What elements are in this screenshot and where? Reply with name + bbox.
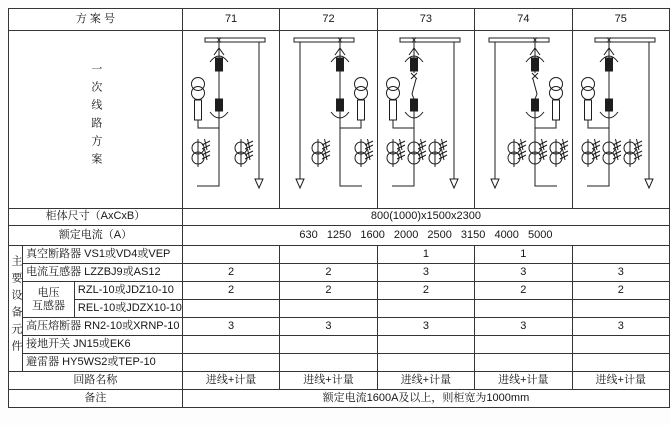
cabinet-size-value: 800(1000)x1500x2300 [182,209,669,226]
vt-label-line1: 电压 [37,286,60,299]
table-row [9,300,670,318]
table-row [9,31,670,209]
equipment-count-cell: 2 [182,264,279,282]
table-row [9,282,670,300]
scheme-number-74: 74 [475,9,572,31]
equipment-label-fuse: 高压熔断器 RN2-10或XRNP-10 [23,318,183,336]
table-row [9,209,670,226]
equipment-label-earth-switch: 接地开关 JN15或EK6 [23,336,183,354]
equipment-label-vt-type1: RZL-10或JDZ10-10 [74,282,182,300]
circuit-name-cell: 进线+计量 [182,372,279,390]
switchgear-scheme-table [8,8,670,408]
scheme-diagram-71 [182,31,279,209]
circuit-name-label: 回路名称 [9,372,183,390]
table-row [9,9,670,31]
equipment-count-cell: 3 [572,264,669,282]
primary-scheme-label: 一次线路方案 [89,63,102,172]
equipment-count-cell [182,354,279,372]
remark-label: 备注 [9,390,183,408]
equipment-count-cell: 3 [572,318,669,336]
table-row [9,336,670,354]
equipment-count-cell [377,336,474,354]
scheme-diagram-75 [572,31,669,209]
primary-scheme-label-cell [9,31,183,209]
equipment-count-cell: 3 [377,264,474,282]
equipment-count-cell: 3 [280,318,377,336]
equipment-count-cell [377,354,474,372]
scheme-diagram-73 [377,31,474,209]
equipment-count-cell: 2 [377,282,474,300]
equipment-count-cell: 2 [280,264,377,282]
equipment-count-cell [475,354,572,372]
equipment-count-cell [280,336,377,354]
main-equipment-group-label: 主要设备元件 [10,255,23,358]
table-row [9,318,670,336]
equipment-label-ct: 电流互感器 LZZBJ9或AS12 [23,264,183,282]
equipment-count-cell: 2 [182,282,279,300]
table-row [9,354,670,372]
cabinet-size-label: 柜体尺寸（AxCxB） [9,209,183,226]
equipment-count-cell [280,246,377,264]
equipment-count-cell [572,300,669,318]
equipment-count-cell: 3 [475,318,572,336]
circuit-name-cell: 进线+计量 [572,372,669,390]
equipment-count-cell: 3 [182,318,279,336]
table-row [9,372,670,390]
equipment-count-cell [182,336,279,354]
remark-value: 额定电流1600A及以上，则柜宽为1000mm [182,390,669,408]
scheme-number-73: 73 [377,9,474,31]
vt-label-line2: 互感器 [32,299,66,312]
equipment-label-breaker: 真空断路器 VS1或VD4或VEP [23,246,183,264]
scheme-number-71: 71 [182,9,279,31]
equipment-count-cell [182,246,279,264]
equipment-count-cell [475,336,572,354]
equipment-count-cell [572,246,669,264]
equipment-count-cell [280,300,377,318]
equipment-label-vt-cell [23,282,75,318]
equipment-count-cell [572,336,669,354]
scheme-number-header: 方 案 号 [9,9,183,31]
circuit-name-cell: 进线+计量 [280,372,377,390]
scheme-number-72: 72 [280,9,377,31]
circuit-name-cell: 进线+计量 [475,372,572,390]
equipment-count-cell [280,354,377,372]
scheme-diagram-74 [475,31,572,209]
equipment-count-cell: 1 [475,246,572,264]
rated-current-value: 630 1250 1600 2000 2500 3150 4000 5000 [182,226,669,246]
equipment-count-cell [377,300,474,318]
equipment-count-cell: 3 [377,318,474,336]
circuit-name-cell: 进线+计量 [377,372,474,390]
equipment-count-cell: 3 [475,264,572,282]
scheme-diagram-72 [280,31,377,209]
equipment-count-cell [475,300,572,318]
equipment-count-cell: 2 [475,282,572,300]
equipment-count-cell [572,354,669,372]
table-row [9,390,670,408]
equipment-count-cell [182,300,279,318]
equipment-count-cell: 2 [572,282,669,300]
table-row [9,246,670,264]
equipment-count-cell: 1 [377,246,474,264]
table-row [9,226,670,246]
scheme-number-75: 75 [572,9,669,31]
equipment-count-cell: 2 [280,282,377,300]
main-equipment-group-label-cell [9,246,23,372]
equipment-label-vt-type2: REL-10或JDZX10-10 [74,300,182,318]
table-row [9,264,670,282]
equipment-label-arrester: 避雷器 HY5WS2或TEP-10 [23,354,183,372]
rated-current-label: 额定电流（A） [9,226,183,246]
